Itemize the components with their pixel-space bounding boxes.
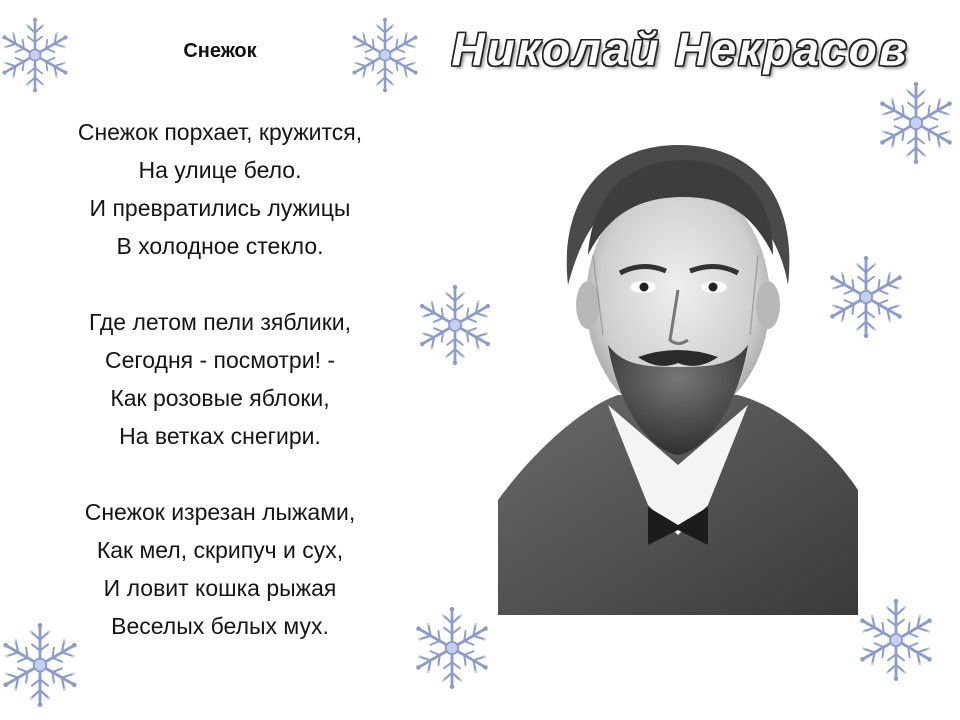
snowflake-icon [0, 5, 75, 105]
poem-line: Как мел, скрипуч и сух, [96, 537, 344, 563]
poem-body [20, 113, 420, 683]
snowflake-icon [408, 600, 496, 696]
stanza [20, 493, 420, 645]
author-name: Николай Некрасов [451, 23, 909, 75]
poem-line: Веселых белых мух. [111, 613, 329, 639]
poem-line: В холодное стекло. [116, 233, 324, 259]
poem-line: Снежок изрезан лыжами, [84, 499, 356, 525]
poem-line: Сегодня - посмотри! - [104, 347, 336, 373]
poem-line: Снежок порхает, кружится, [77, 119, 363, 145]
snowflake-icon [852, 590, 940, 690]
poem-line: И ловит кошка рыжая [103, 575, 337, 601]
snowflake-icon [412, 280, 498, 370]
snowflake-icon [345, 5, 425, 105]
poem-title: Снежок [183, 40, 257, 62]
poem-line: И превратились лужицы [89, 195, 351, 221]
poem-line: На улице бело. [138, 157, 302, 183]
snowflake-icon [872, 78, 960, 168]
stanza [20, 303, 420, 455]
stanza [20, 113, 420, 265]
poem-line: На ветках снегири. [119, 423, 321, 449]
poem-line: Где летом пели зяблики, [88, 309, 352, 335]
poem-line: Как розовые яблоки, [110, 385, 330, 411]
author-portrait [498, 105, 858, 615]
